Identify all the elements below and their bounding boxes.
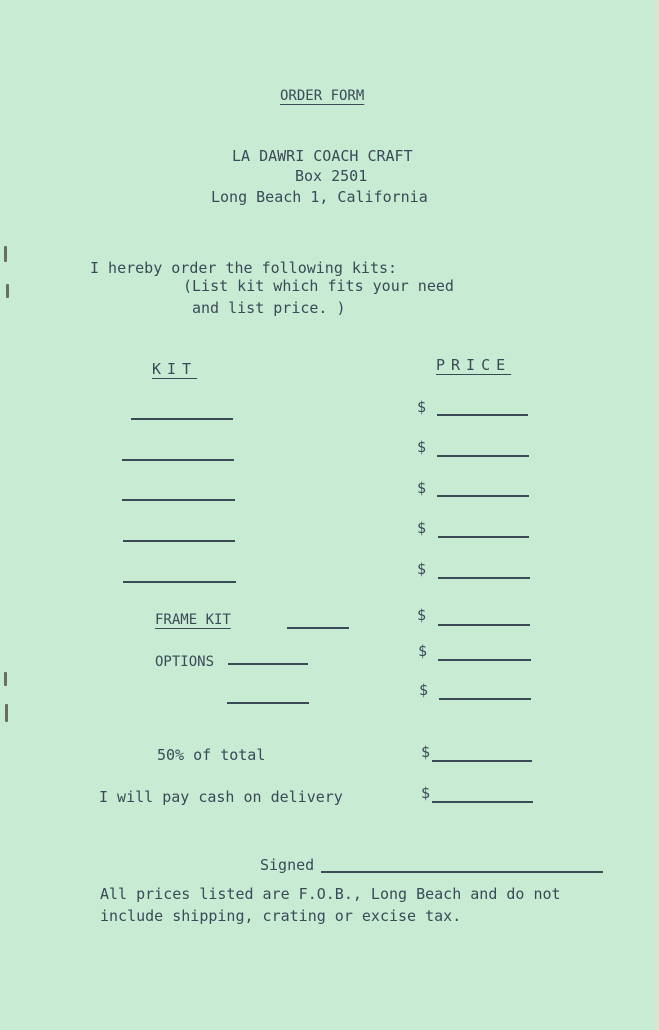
dollar-sign: $ (418, 642, 428, 660)
frame-kit-label: FRAME KIT (155, 612, 231, 628)
company-name: LA DAWRI COACH CRAFT (232, 147, 413, 165)
kit-blank-4[interactable] (123, 540, 235, 542)
price-blank-cash-on-delivery[interactable] (432, 801, 533, 803)
options-label: OPTIONS (155, 654, 215, 670)
kit-blank-3[interactable] (122, 499, 235, 501)
signature-blank[interactable] (321, 871, 603, 873)
footer-line-2: include shipping, crating or excise tax. (100, 907, 462, 925)
dollar-sign: $ (417, 560, 427, 578)
price-blank-fifty-percent[interactable] (432, 760, 532, 762)
page-edge (655, 0, 659, 1030)
intro-line-3: and list price. ) (192, 299, 346, 317)
dollar-sign: $ (417, 519, 427, 537)
price-blank-5[interactable] (438, 577, 530, 579)
price-blank-3[interactable] (437, 495, 529, 497)
dollar-sign: $ (421, 743, 431, 761)
cash-on-delivery-label: I will pay cash on delivery (99, 788, 343, 806)
intro-line-2: (List kit which fits your need (183, 277, 454, 295)
kit-blank-2[interactable] (122, 459, 234, 461)
dollar-sign: $ (417, 606, 427, 624)
intro-line-1: I hereby order the following kits: (90, 259, 398, 277)
dollar-sign: $ (417, 479, 427, 497)
dollar-sign: $ (421, 784, 431, 802)
price-column-header: PRICE (436, 356, 512, 374)
kit-blank-1[interactable] (131, 418, 233, 420)
options-blank-1[interactable] (228, 663, 308, 665)
binding-mark (4, 246, 7, 262)
price-blank-1[interactable] (437, 414, 528, 416)
price-blank-4[interactable] (438, 536, 529, 538)
company-city: Long Beach 1, California (211, 188, 428, 206)
binding-mark (6, 284, 9, 298)
fifty-percent-label: 50% of total (157, 746, 266, 764)
dollar-sign: $ (417, 438, 427, 456)
company-box: Box 2501 (295, 167, 368, 185)
kit-blank-5[interactable] (123, 581, 236, 583)
dollar-sign: $ (417, 398, 427, 416)
binding-mark (4, 672, 7, 686)
form-heading: ORDER FORM (280, 88, 365, 104)
price-blank-options-1[interactable] (438, 659, 531, 661)
options-blank-2[interactable] (227, 702, 309, 704)
footer-line-1: All prices listed are F.O.B., Long Beach and do not (100, 885, 561, 903)
price-blank-2[interactable] (437, 455, 529, 457)
kit-column-header: KIT (152, 360, 198, 378)
frame-kit-blank[interactable] (287, 627, 349, 629)
binding-mark (5, 704, 8, 722)
price-blank-options-2[interactable] (439, 698, 531, 700)
signed-label: Signed (260, 856, 315, 874)
price-blank-frame-kit[interactable] (438, 624, 530, 626)
dollar-sign: $ (419, 681, 429, 699)
